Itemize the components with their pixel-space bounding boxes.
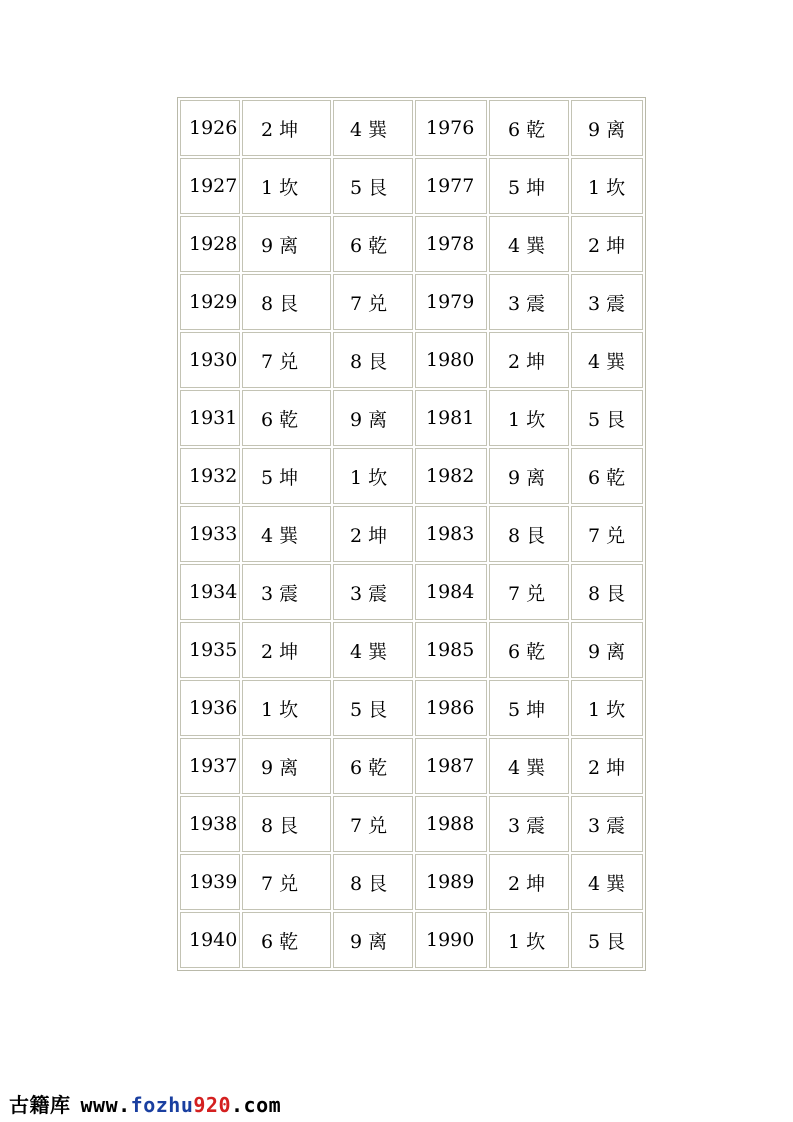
table-row (180, 100, 643, 156)
table-row (180, 332, 643, 388)
table-cell: 5 坤 (489, 680, 569, 736)
table-cell: 1926 (180, 100, 240, 156)
table-cell: 3 震 (242, 564, 331, 620)
table-cell: 7 兑 (489, 564, 569, 620)
table-cell: 4 巽 (571, 332, 643, 388)
table-cell: 2 坤 (489, 332, 569, 388)
table-row (180, 274, 643, 330)
table-cell: 1980 (415, 332, 487, 388)
table-cell: 1976 (415, 100, 487, 156)
table-cell: 5 艮 (571, 912, 643, 968)
table-cell: 1978 (415, 216, 487, 272)
table-cell: 1977 (415, 158, 487, 214)
table-cell: 1986 (415, 680, 487, 736)
table-cell: 8 艮 (242, 274, 331, 330)
table-cell: 9 离 (242, 738, 331, 794)
footer-url-brand: fozhu (130, 1093, 194, 1117)
table-cell: 1931 (180, 390, 240, 446)
table-cell: 4 巽 (333, 622, 413, 678)
table-cell: 1987 (415, 738, 487, 794)
table-cell: 6 乾 (333, 738, 413, 794)
table-cell: 9 离 (333, 390, 413, 446)
table-cell: 1933 (180, 506, 240, 562)
table-cell: 6 乾 (489, 100, 569, 156)
trigram-year-table (177, 97, 646, 971)
footer-watermark (9, 1089, 281, 1118)
table-cell: 1935 (180, 622, 240, 678)
table-cell: 1 坎 (571, 680, 643, 736)
table-cell: 3 震 (489, 796, 569, 852)
table-cell: 1988 (415, 796, 487, 852)
table-cell: 1989 (415, 854, 487, 910)
table-row (180, 796, 643, 852)
table-cell: 4 巽 (489, 738, 569, 794)
table-cell: 7 兑 (571, 506, 643, 562)
table-cell: 1938 (180, 796, 240, 852)
table-cell: 8 艮 (333, 332, 413, 388)
table-cell: 1940 (180, 912, 240, 968)
table-cell: 5 艮 (333, 680, 413, 736)
table-row (180, 216, 643, 272)
table-cell: 2 坤 (571, 216, 643, 272)
table-cell: 1 坎 (242, 158, 331, 214)
footer-url-prefix: www. (80, 1093, 131, 1117)
table-cell: 4 巽 (242, 506, 331, 562)
table-body (180, 100, 643, 968)
table-cell: 8 艮 (333, 854, 413, 910)
table-row (180, 912, 643, 968)
table-cell: 6 乾 (242, 390, 331, 446)
table-cell: 4 巽 (489, 216, 569, 272)
table-cell: 6 乾 (333, 216, 413, 272)
table-cell: 1 坎 (489, 912, 569, 968)
footer-site-name: 古籍库 (9, 1093, 71, 1117)
table-cell: 1928 (180, 216, 240, 272)
footer-url-suffix: .com (231, 1093, 282, 1117)
table-cell: 1990 (415, 912, 487, 968)
table-row (180, 158, 643, 214)
table-row (180, 738, 643, 794)
table-cell: 1936 (180, 680, 240, 736)
table-cell: 5 坤 (242, 448, 331, 504)
table-cell: 1 坎 (571, 158, 643, 214)
table-row (180, 564, 643, 620)
table-cell: 9 离 (489, 448, 569, 504)
table-cell: 8 艮 (242, 796, 331, 852)
table-cell: 2 坤 (571, 738, 643, 794)
table-cell: 1934 (180, 564, 240, 620)
table-cell: 1985 (415, 622, 487, 678)
table-cell: 9 离 (571, 100, 643, 156)
table-cell: 7 兑 (333, 274, 413, 330)
footer-url-number: 920 (193, 1093, 232, 1117)
table-cell: 3 震 (333, 564, 413, 620)
table-cell: 7 兑 (242, 854, 331, 910)
table-cell: 1979 (415, 274, 487, 330)
table-cell: 7 兑 (333, 796, 413, 852)
table-cell: 6 乾 (489, 622, 569, 678)
table-row (180, 854, 643, 910)
table-cell: 1927 (180, 158, 240, 214)
table-cell: 3 震 (489, 274, 569, 330)
table-cell: 2 坤 (333, 506, 413, 562)
table-cell: 9 离 (571, 622, 643, 678)
table-cell: 5 艮 (571, 390, 643, 446)
table-cell: 2 坤 (242, 622, 331, 678)
table-cell: 1932 (180, 448, 240, 504)
table-cell: 1929 (180, 274, 240, 330)
table-cell: 1 坎 (242, 680, 331, 736)
table-cell: 1937 (180, 738, 240, 794)
table-cell: 5 坤 (489, 158, 569, 214)
table-cell: 1981 (415, 390, 487, 446)
table-cell: 1 坎 (333, 448, 413, 504)
table-cell: 4 巽 (333, 100, 413, 156)
table-cell: 6 乾 (242, 912, 331, 968)
table-row (180, 622, 643, 678)
table-row (180, 680, 643, 736)
table-cell: 6 乾 (571, 448, 643, 504)
table-cell: 3 震 (571, 274, 643, 330)
table-cell: 8 艮 (571, 564, 643, 620)
table-cell: 1 坎 (489, 390, 569, 446)
table-cell: 5 艮 (333, 158, 413, 214)
table-cell: 7 兑 (242, 332, 331, 388)
table-cell: 2 坤 (489, 854, 569, 910)
table-cell: 9 离 (333, 912, 413, 968)
table-cell: 8 艮 (489, 506, 569, 562)
table-cell: 3 震 (571, 796, 643, 852)
table-cell: 1982 (415, 448, 487, 504)
table-cell: 1939 (180, 854, 240, 910)
table-cell: 9 离 (242, 216, 331, 272)
table-cell: 1984 (415, 564, 487, 620)
table-row (180, 506, 643, 562)
table-cell: 2 坤 (242, 100, 331, 156)
table-cell: 1930 (180, 332, 240, 388)
table-row (180, 448, 643, 504)
table-cell: 4 巽 (571, 854, 643, 910)
table-cell: 1983 (415, 506, 487, 562)
table-row (180, 390, 643, 446)
